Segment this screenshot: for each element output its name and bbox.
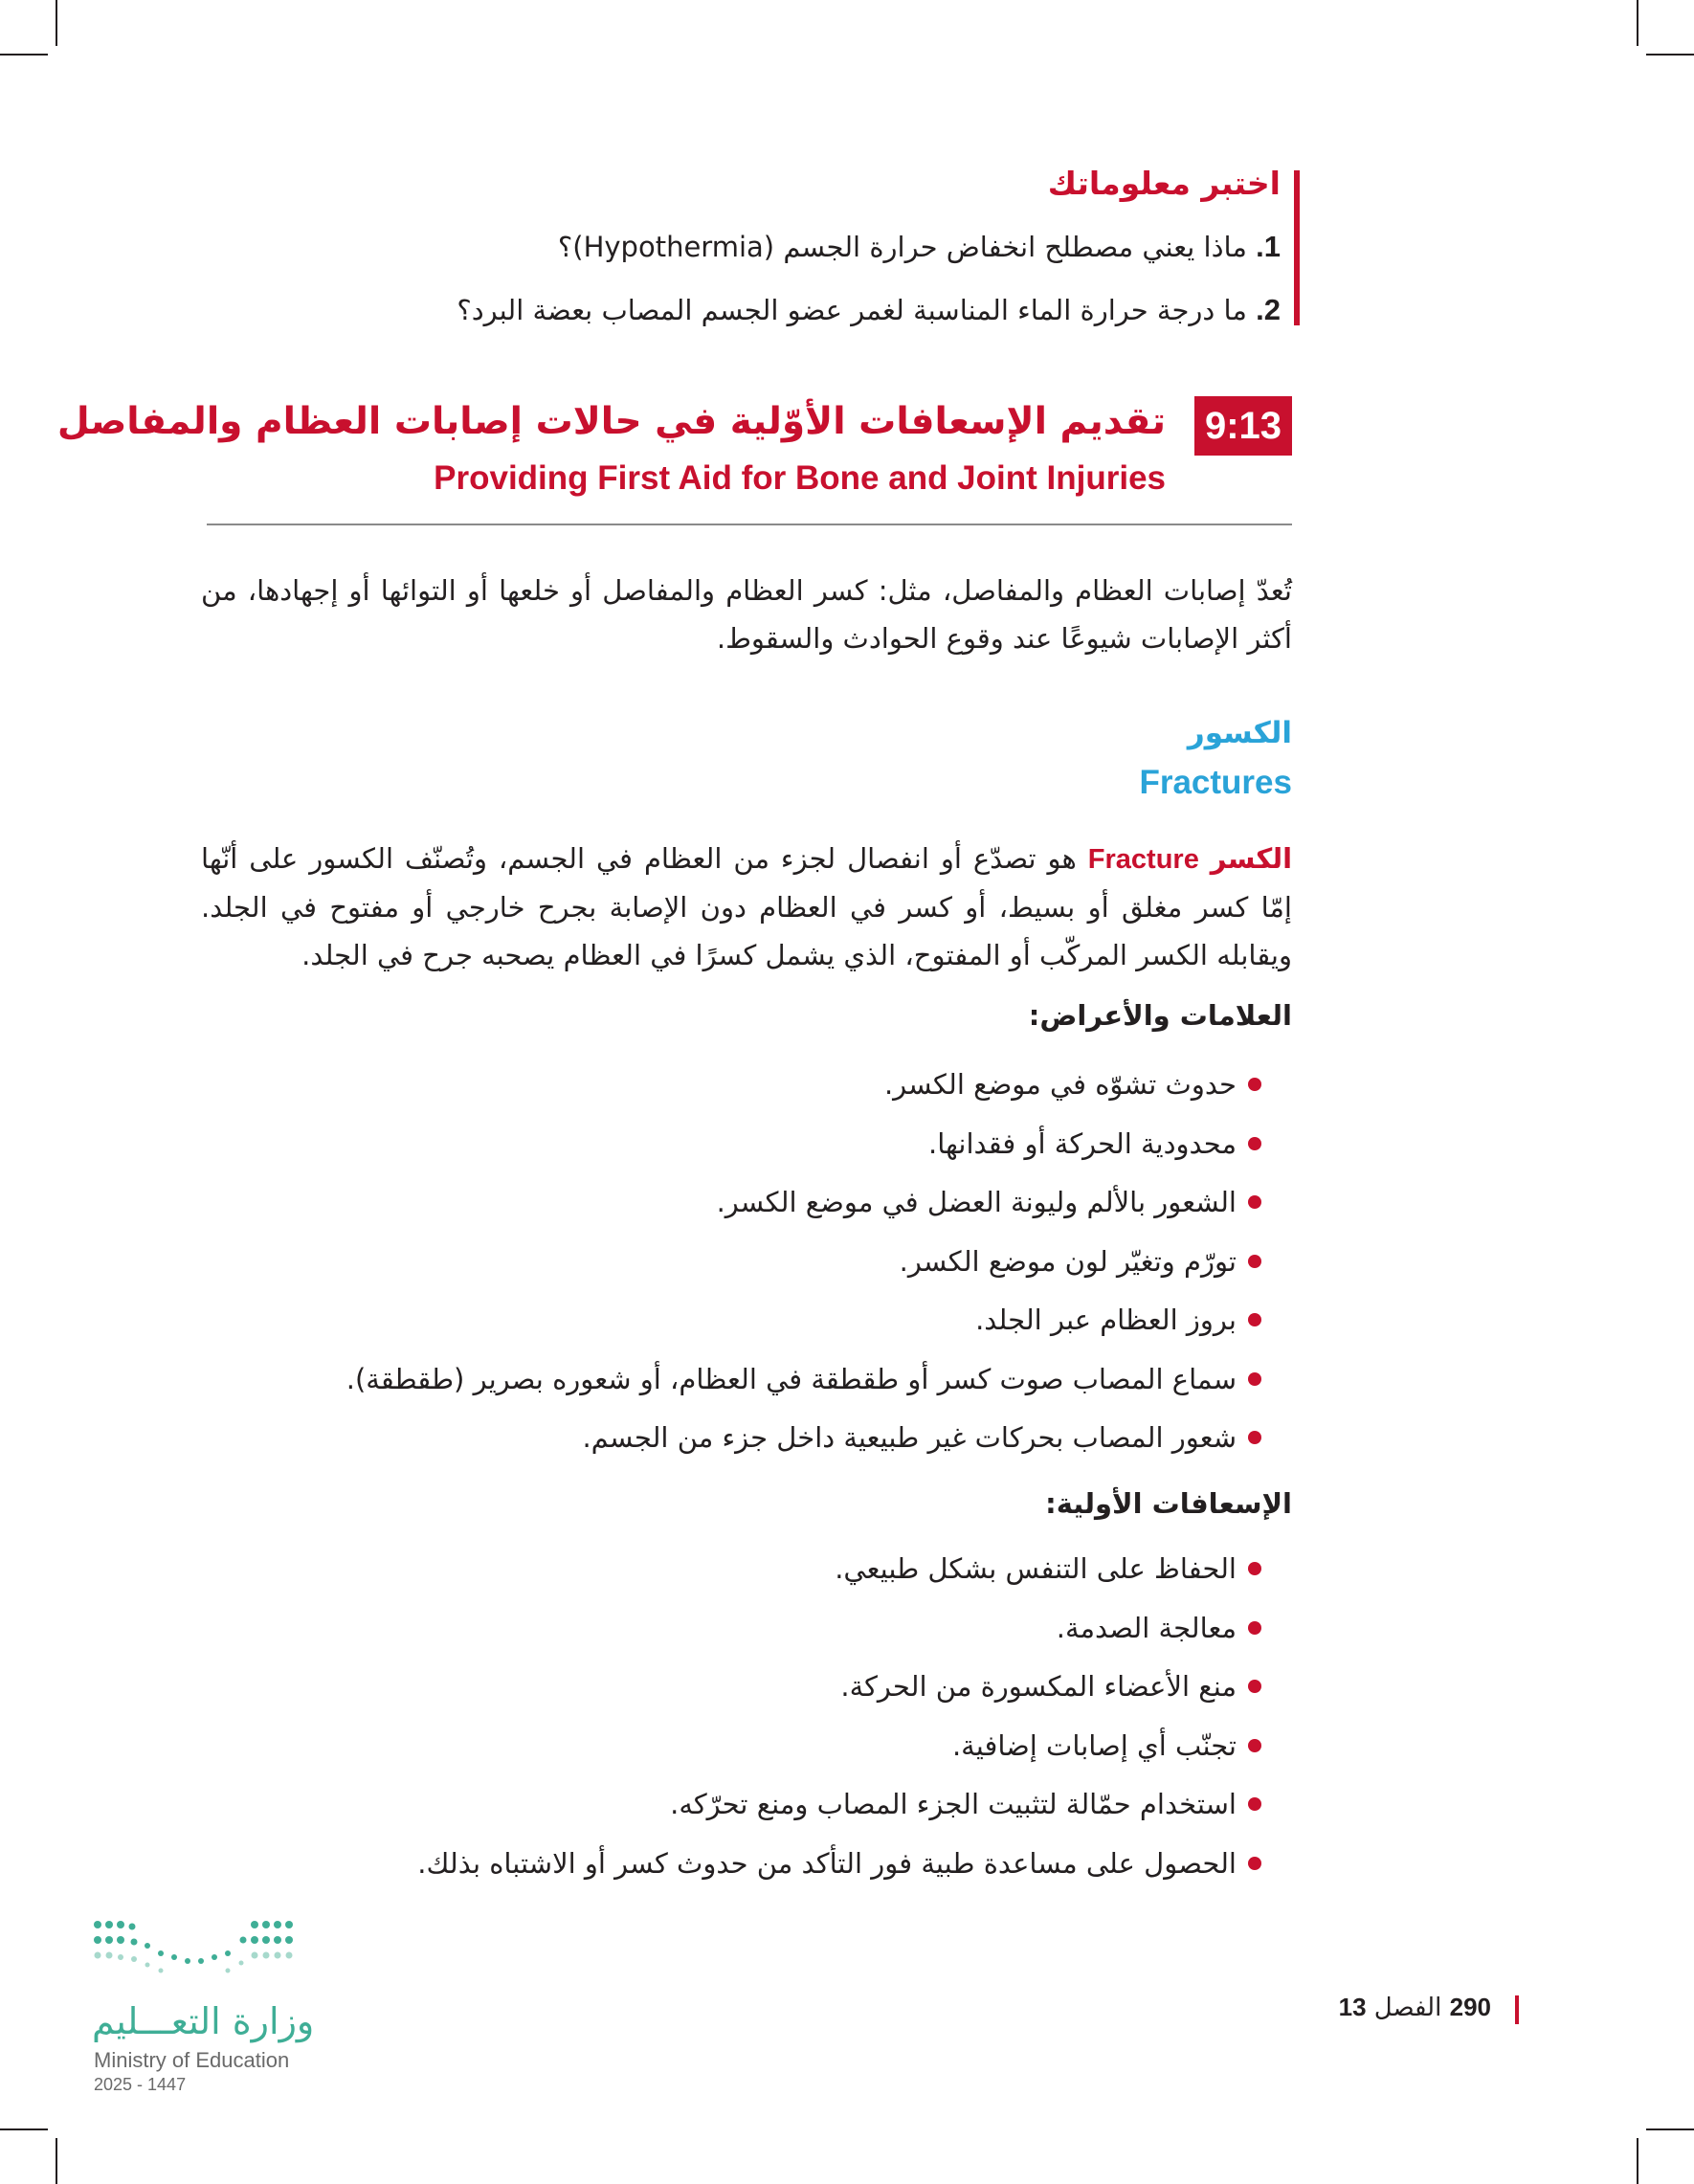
first-aid-heading: الإسعافات الأولية:: [1045, 1487, 1292, 1520]
list-item: تجنّب أي إصابات إضافية.: [417, 1722, 1261, 1781]
list-item: تورّم وتغيّر لون موضع الكسر.: [346, 1237, 1261, 1297]
bullet-icon: [1248, 1857, 1261, 1870]
bullet-icon: [1248, 1431, 1261, 1444]
quiz-accent-bar: [1294, 170, 1300, 325]
bullet-icon: [1248, 1372, 1261, 1386]
symptoms-list: [346, 1060, 1261, 1473]
list-item: الحفاظ على التنفس بشكل طبيعي.: [417, 1545, 1261, 1604]
list-item: الحصول على مساعدة طبية فور التأكد من حدوث كسر أو الاشتباه بذلك.: [417, 1839, 1261, 1899]
quiz-question-number: 1.: [1256, 230, 1281, 263]
list-item: منع الأعضاء المكسورة من الحركة.: [417, 1662, 1261, 1722]
list-item: معالجة الصدمة.: [417, 1604, 1261, 1663]
fractures-heading-arabic: الكسور: [1187, 716, 1292, 750]
page-number: [1339, 1993, 1491, 2022]
crop-mark: [56, 0, 57, 46]
chapter-label: الفصل: [1373, 1994, 1442, 2022]
list-item: سماع المصاب صوت كسر أو طقطقة في العظام، أو شعوره بصرير (طقطقة).: [346, 1355, 1261, 1415]
section-title-english: Providing First Aid for Bone and Joint Injuries: [434, 459, 1166, 497]
list-item: استخدام حمّالة لتثبيت الجزء المصاب ومنع تحرّكه.: [417, 1780, 1261, 1839]
quiz-question-text: ما درجة حرارة الماء المناسبة لغمر عضو الجسم المصاب بعضة البرد؟: [457, 294, 1247, 326]
page-number-accent-bar: [1515, 1995, 1519, 2024]
bullet-icon: [1248, 1078, 1261, 1091]
crop-mark: [1637, 0, 1638, 46]
list-item: حدوث تشوّه في موضع الكسر.: [346, 1060, 1261, 1120]
definition-text: هو تصدّع أو انفصال لجزء من العظام في الجسم، وتُصنّف الكسور على أنّها إمّا كسر مغلق أو بسيط، أو كسر في العظام دون الإصابة بجرح خارجي أو مفتوح في الجلد. ويقابله الكسر المركّب أو المفتوح، الذي يشمل كسرًا في العظام يصحبه جرح في الجلد.: [201, 842, 1292, 971]
chapter-number: 13: [1338, 1993, 1367, 2021]
keyword-arabic: الكسر: [1210, 842, 1293, 875]
intro-paragraph: تُعدّ إصابات العظام والمفاصل، مثل: كسر العظام والمفاصل أو خلعها أو التوائها أو إجهادها، من أكثر الإصابات شيوعًا عند وقوع الحوادث والسقوط.: [201, 574, 1292, 655]
section-number-badge: 9:13: [1194, 396, 1292, 456]
fractures-heading-english: Fractures: [1139, 764, 1292, 801]
ministry-name-english: Ministry of Education: [94, 2048, 290, 2072]
quiz-question-number: 2.: [1256, 293, 1281, 326]
ministry-year: 2025 - 1447: [94, 2075, 187, 2094]
bullet-icon: [1248, 1255, 1261, 1268]
list-item: الشعور بالألم وليونة العضل في موضع الكسر.: [346, 1178, 1261, 1237]
page-number-value: 290: [1449, 1993, 1491, 2021]
list-item: شعور المصاب بحركات غير طبيعية داخل جزء من الجسم.: [346, 1414, 1261, 1473]
crop-mark: [0, 54, 48, 56]
first-aid-list: [417, 1545, 1261, 1898]
bullet-icon: [1248, 1797, 1261, 1811]
crop-mark: [56, 2138, 57, 2184]
crop-mark: [0, 2128, 48, 2130]
section-divider: [207, 524, 1292, 525]
bullet-icon: [1248, 1313, 1261, 1326]
crop-mark: [1646, 54, 1694, 56]
bullet-icon: [1248, 1137, 1261, 1150]
quiz-question: [457, 293, 1281, 327]
ministry-logo-dots-icon: [92, 1919, 302, 1992]
crop-mark: [1646, 2128, 1694, 2130]
bullet-icon: [1248, 1739, 1261, 1752]
list-item: محدودية الحركة أو فقدانها.: [346, 1120, 1261, 1179]
quiz-question: [558, 230, 1281, 264]
crop-mark: [1637, 2138, 1638, 2184]
keyword-english: Fracture: [1087, 844, 1199, 875]
bullet-icon: [1248, 1680, 1261, 1693]
fracture-definition: [201, 835, 1292, 979]
bullet-icon: [1248, 1621, 1261, 1635]
quiz-question-text: ماذا يعني مصطلح انخفاض حرارة الجسم (Hypothermia)؟: [557, 231, 1247, 263]
quiz-title: اختبر معلوماتك: [1047, 165, 1281, 202]
bullet-icon: [1248, 1562, 1261, 1575]
section-title-arabic: تقديم الإسعافات الأوّلية في حالات إصابات العظام والمفاصل: [56, 400, 1166, 443]
ministry-name-arabic: وزارة التعـــليم: [92, 2000, 315, 2042]
list-item: بروز العظام عبر الجلد.: [346, 1296, 1261, 1355]
bullet-icon: [1248, 1195, 1261, 1209]
symptoms-heading: العلامات والأعراض:: [1028, 999, 1292, 1032]
